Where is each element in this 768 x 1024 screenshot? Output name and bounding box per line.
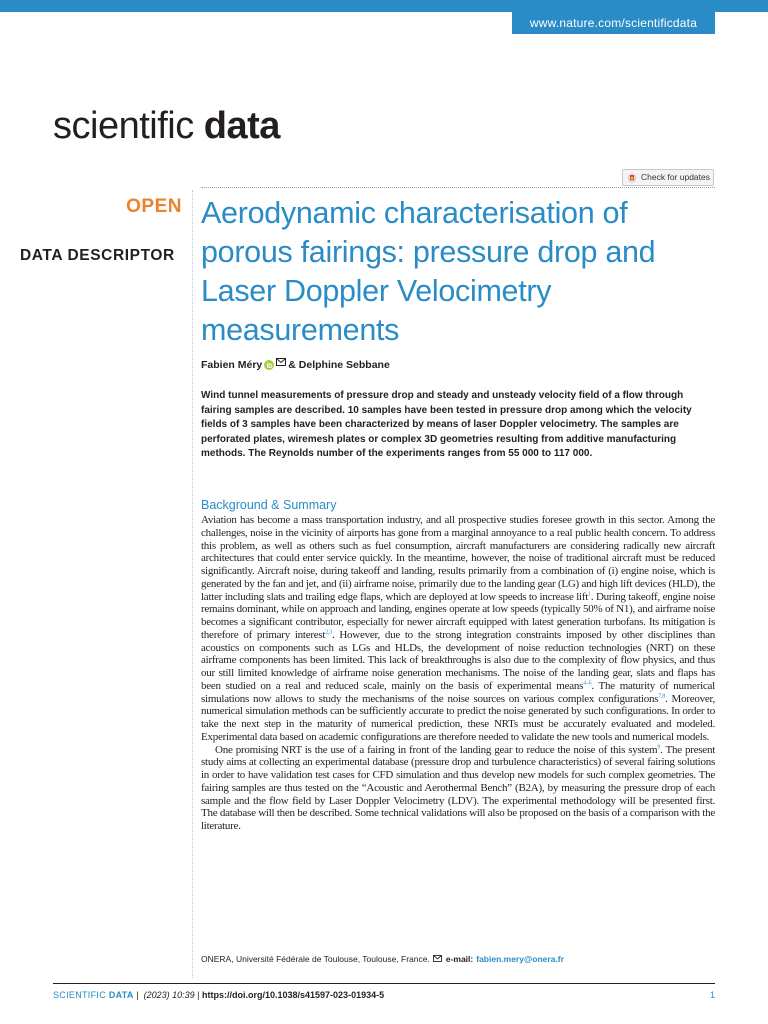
author-list [201,359,390,371]
author-name[interactable]: Fabien Méry [201,359,263,371]
footer-issue: (2023) 10:39 [143,990,195,1000]
journal-url[interactable]: www.nature.com/scientificdata [512,12,715,34]
mail-icon[interactable] [276,358,286,366]
affiliation [201,954,564,964]
footer-separator: | [197,990,200,1000]
footer-divider [53,983,715,984]
paragraph: Aviation has become a mass transportation industry, and all prospective studies foresee growth in this sector. Among the challenges, noise in the vicinity of airports has gone from a marginal annoyance to a real public health concern. To address this problem, as well as others such as fuel consumption, aircraft manufacturers are considering radically new aircraft architectures that could enter service quickly. In the meantime, however, the noise of traditional aircraft must be reduced significantly. Aircraft noise, during takeoff and landing, results primarily from a combination of (i) engine noise, which is generated by the fan and jet, and (ii) airframe noise, primarily due to the landing gear (LG) and high lift devices (HLD), the latter including slats and trailing edge flaps, which are deployed at low speeds to increase lift$^1$. During takeoff, engine noise remains dominant, while on approach and landing, engines operate at low speeds (typically 50% of N1), and airframe noise becomes a significant contributor, especially for newer aircraft equipped with latest generation turbofans. Its mitigation is therefore of primary interest$^{2,3}$. However, due to the strong integration constraints imposed by other disciplines than acoustics on components such as LGs and HLDs, the development of noise reduction technologies (NRT) on these airframe components has been limited. This lack of breakthroughs is also due to the complexity of flow physics, and thus our still limited knowledge of airframe noise generation mechanisms. The noise of the landing gear, slats and flaps has been studied on a real and reduced scale, mainly on the basis of experimental means$^{4-6}$. The maturity of numerical simulations now allows to study the mechanisms of the noise sources on various complex configurations$^{7,8}$. Moreover, numerical simulation methods can be sufficiently accurate to predict the noise generated by such configurations. In order to take the next step in the maturity of numerical prediction, these NRTs must be accurately evaluated and modeled. Experimental data based on academic configurations are therefore needed to validate the new tools and numerical models. [201,514,715,743]
column-divider [192,190,193,978]
check-for-updates-button[interactable] [622,169,714,186]
footer-journal: SCIENTIFIC DATA [53,990,134,1000]
abstract: Wind tunnel measurements of pressure drop and steady and unsteady velocity field of a flow through fairing samples are described. 10 samples have been tested in pressure drop among which the velocity fields of 3 samples have been characterized by means of laser Doppler velocimetry. The samples are perforated plates, wiremesh plates or complex 3D geometries resulting from additive manufacturing methods. The Reynolds number of the experiments ranges from 55 000 to 117 000. [201,390,692,460]
footer-separator: | [136,990,139,1000]
check-for-updates-label: Check for updates [641,172,710,182]
mail-icon [433,955,443,963]
logo-bold-text: data [203,105,280,147]
page-number: 1 [709,990,715,1000]
citation-link[interactable]: 9 [657,743,661,750]
body-text [201,514,715,833]
article-type-label: DATA DESCRIPTOR [20,247,175,264]
affiliation-text: ONERA, Université Fédérale de Toulouse, Toulouse, France. [201,954,430,964]
article-title: Aerodynamic characterisation of porous fairings: pressure drop and Laser Doppler Velocimetry measurements [201,196,656,347]
citation-link[interactable]: 2,3 [325,629,332,636]
email-label: e-mail: [445,954,474,964]
citation-link[interactable]: 4–6 [583,680,592,687]
doi-link[interactable]: https://doi.org/10.1038/s41597-023-01934-5 [202,990,385,1000]
crossmark-icon [627,173,637,183]
logo-light-text: scientific [53,105,194,147]
footer [53,990,384,1000]
open-access-label: OPEN [126,196,182,217]
citation-link[interactable]: 7,8 [658,692,665,699]
paragraph: One promising NRT is the use of a fairing in front of the landing gear to reduce the noise of this system$^9$. The present study aims at collecting an experimental database (pressure drop and turbulence characteristics) of several fairing solutions in order to have validation test cases for CFD simulation and thus develop new models for such complex geometries. The fairing samples are thus tested on the “Acoustic and Aerothermal Bench” (B2A), by measuring the pressure drop of each sample and the flow field by Laser Doppler Velocimetry (LDV). The experimental methodology will be presented first. The database will then be described. Some technical validations will also be proposed on the basis of a comparison with the literature. [201,743,715,832]
journal-logo[interactable] [53,104,280,148]
email-link[interactable]: fabien.mery@onera.fr [476,954,564,964]
top-color-bar [0,0,768,12]
header-divider [201,187,715,188]
section-heading: Background & Summary [201,498,337,512]
co-author-name[interactable]: & Delphine Sebbane [288,359,390,371]
citation-link[interactable]: 1 [588,590,591,597]
orcid-icon[interactable] [264,360,274,370]
